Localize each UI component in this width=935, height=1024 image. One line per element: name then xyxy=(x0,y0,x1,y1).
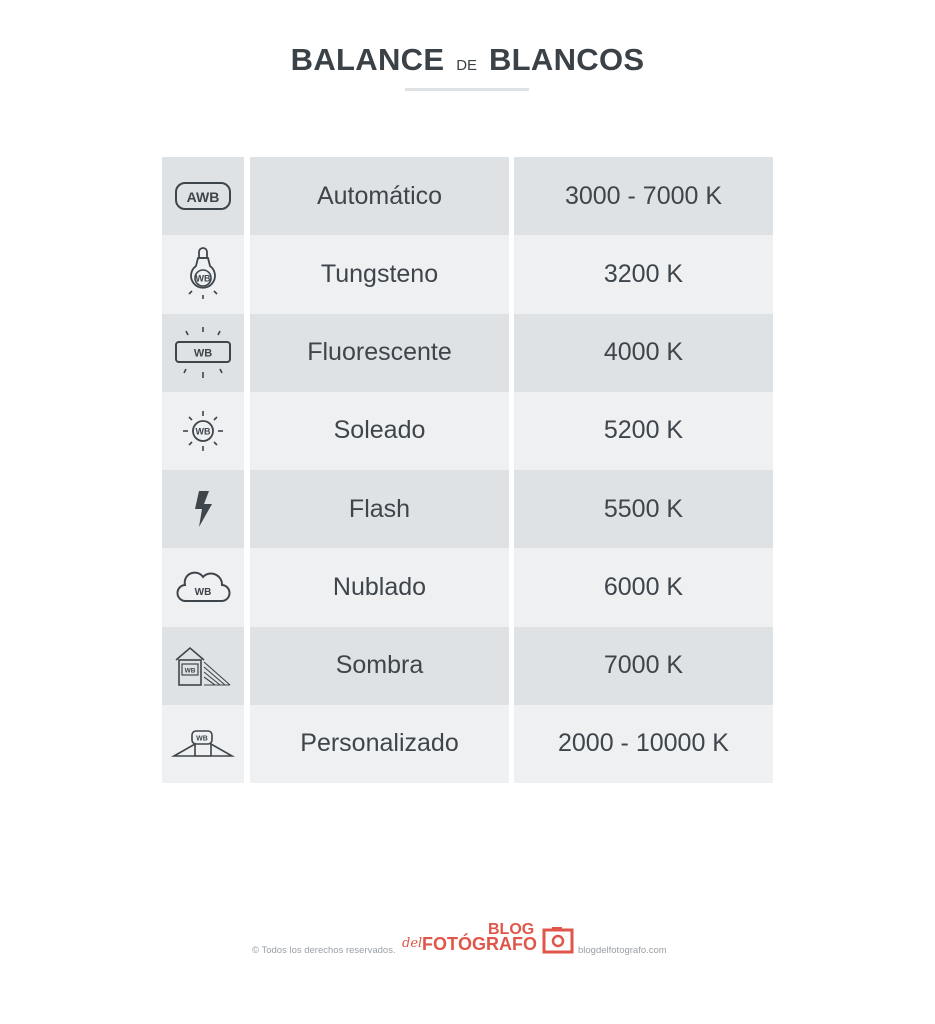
mode-name: Fluorescente xyxy=(250,314,509,392)
copyright-text: © Todos los derechos reservados. xyxy=(252,945,396,956)
title-part2: BLANCOS xyxy=(488,42,645,77)
table-row xyxy=(162,705,773,783)
mode-name: Automático xyxy=(250,157,509,235)
cloud-icon xyxy=(174,567,232,607)
mode-name: Soleado xyxy=(250,392,509,470)
icon-cell xyxy=(162,392,244,470)
logo-blog: BLOG xyxy=(488,921,535,938)
cloud-icon-text: WB xyxy=(194,587,212,599)
custom-icon-text: WB xyxy=(196,735,208,743)
mode-temperature: 4000 K xyxy=(514,314,773,392)
table-row xyxy=(162,470,773,548)
page-title xyxy=(0,42,935,78)
icon-cell xyxy=(162,627,244,705)
title-part1: BALANCE xyxy=(290,42,445,77)
title-underline xyxy=(405,88,529,91)
icon-cell xyxy=(162,548,244,626)
house-icon-text: WB xyxy=(184,667,196,675)
shade-house-icon xyxy=(172,644,234,688)
sun-icon-text: WB xyxy=(195,426,211,437)
logo-fotografo: FOTÓGRAFO xyxy=(422,934,537,954)
footer xyxy=(0,920,935,960)
mode-temperature: 2000 - 10000 K xyxy=(514,705,773,783)
table-row xyxy=(162,392,773,470)
table-row xyxy=(162,157,773,235)
title-connector: DE xyxy=(456,57,478,74)
logo-del: del xyxy=(402,936,423,951)
mode-name: Tungsteno xyxy=(250,235,509,313)
mode-temperature: 5200 K xyxy=(514,392,773,470)
awb-icon-text: AWB xyxy=(186,189,220,206)
brand-logo[interactable] xyxy=(402,920,574,958)
table-row xyxy=(162,548,773,626)
table-row xyxy=(162,627,773,705)
table-row xyxy=(162,314,773,392)
camera-icon xyxy=(542,926,574,954)
mode-temperature: 7000 K xyxy=(514,627,773,705)
icon-cell xyxy=(162,705,244,783)
mode-temperature: 3200 K xyxy=(514,235,773,313)
sun-icon xyxy=(179,407,227,455)
icon-cell xyxy=(162,157,244,235)
fluorescent-tube-icon xyxy=(172,325,234,381)
mode-name: Nublado xyxy=(250,548,509,626)
awb-icon xyxy=(173,180,233,212)
white-balance-table xyxy=(162,157,773,783)
website-link[interactable]: blogdelfotografo.com xyxy=(578,945,667,956)
bulb-icon-text: WB xyxy=(195,273,211,284)
icon-cell xyxy=(162,470,244,548)
table-row xyxy=(162,235,773,313)
mode-temperature: 5500 K xyxy=(514,470,773,548)
icon-cell xyxy=(162,314,244,392)
mode-name: Personalizado xyxy=(250,705,509,783)
icon-cell xyxy=(162,235,244,313)
flash-icon xyxy=(190,489,216,529)
mode-temperature: 6000 K xyxy=(514,548,773,626)
mode-name: Sombra xyxy=(250,627,509,705)
mode-name: Flash xyxy=(250,470,509,548)
tube-icon-text: WB xyxy=(193,347,213,360)
custom-wb-icon xyxy=(171,729,235,759)
mode-temperature: 3000 - 7000 K xyxy=(514,157,773,235)
tungsten-bulb-icon xyxy=(183,246,223,302)
